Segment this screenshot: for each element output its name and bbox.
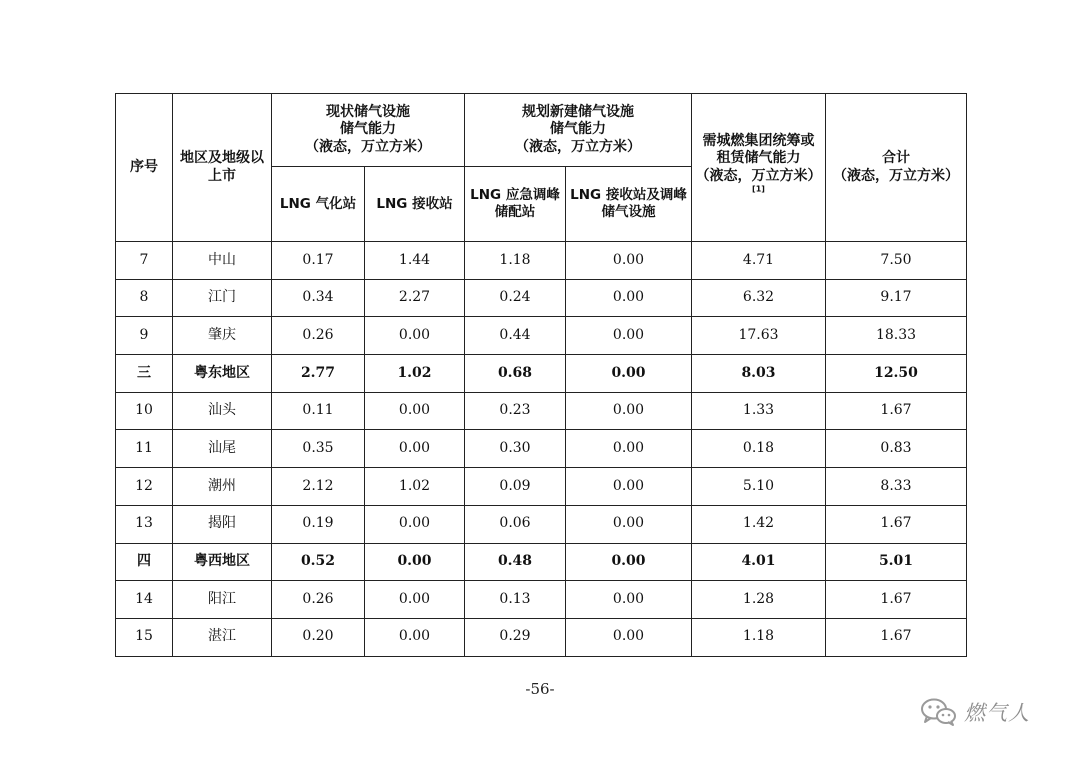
header-planned-line-3: （液态，万立方米） bbox=[515, 138, 641, 155]
lng-receiving-peak-cell: 0.00 bbox=[566, 392, 692, 430]
lng-emergency-cell: 0.06 bbox=[465, 505, 566, 543]
serial-cell: 三 bbox=[116, 355, 173, 393]
total-cell: 12.50 bbox=[826, 355, 967, 393]
lng-vaporization-cell: 2.12 bbox=[272, 468, 365, 506]
total-cell: 1.67 bbox=[826, 618, 967, 656]
header-lng-receiving-peak: LNG 接收站及调峰储气设施 bbox=[566, 167, 692, 242]
lng-vaporization-cell: 0.26 bbox=[272, 581, 365, 619]
serial-cell: 14 bbox=[116, 581, 173, 619]
lng-emergency-cell: 0.29 bbox=[465, 618, 566, 656]
lng-emergency-cell: 0.24 bbox=[465, 279, 566, 317]
serial-cell: 11 bbox=[116, 430, 173, 468]
lng-receiving-peak-cell: 0.00 bbox=[566, 355, 692, 393]
header-existing-line-1: 现状储气设施 bbox=[326, 103, 410, 120]
serial-cell: 四 bbox=[116, 543, 173, 581]
header-existing-line-2: 储气能力 bbox=[340, 121, 396, 138]
lng-receiving-peak-cell: 0.00 bbox=[566, 242, 692, 280]
lng-emergency-cell: 0.30 bbox=[465, 430, 566, 468]
lng-emergency-cell: 0.23 bbox=[465, 392, 566, 430]
gas-company-capacity-cell: 8.03 bbox=[692, 355, 826, 393]
serial-cell: 10 bbox=[116, 392, 173, 430]
header-planned-line-1: 规划新建储气设施 bbox=[522, 103, 634, 120]
table-row bbox=[116, 279, 967, 317]
header-gas-company-line-2: 租赁储气能力 bbox=[716, 150, 801, 166]
table-row bbox=[116, 317, 967, 355]
table-row bbox=[116, 505, 967, 543]
gas-company-capacity-cell: 6.32 bbox=[692, 279, 826, 317]
lng-receiving-peak-cell: 0.00 bbox=[566, 543, 692, 581]
header-gas-company-footnote: [1] bbox=[752, 184, 765, 194]
header-total-line-1: 合计 bbox=[882, 150, 910, 166]
region-name-cell: 阳江 bbox=[173, 581, 272, 619]
gas-company-capacity-cell: 0.18 bbox=[692, 430, 826, 468]
total-cell: 1.67 bbox=[826, 392, 967, 430]
lng-vaporization-cell: 0.11 bbox=[272, 392, 365, 430]
lng-vaporization-cell: 0.52 bbox=[272, 543, 365, 581]
table-row bbox=[116, 618, 967, 656]
header-serial: 序号 bbox=[116, 94, 173, 242]
serial-cell: 13 bbox=[116, 505, 173, 543]
header-region: 地区及地级以上市 bbox=[173, 94, 272, 242]
serial-cell: 7 bbox=[116, 242, 173, 280]
lng-receiving-cell: 0.00 bbox=[365, 392, 465, 430]
total-cell: 5.01 bbox=[826, 543, 967, 581]
lng-vaporization-cell: 0.34 bbox=[272, 279, 365, 317]
wechat-icon bbox=[920, 697, 958, 727]
region-name-cell: 潮州 bbox=[173, 468, 272, 506]
gas-company-capacity-cell: 4.01 bbox=[692, 543, 826, 581]
region-name-cell: 汕头 bbox=[173, 392, 272, 430]
header-existing-line-3: （液态，万立方米） bbox=[305, 138, 431, 155]
lng-emergency-cell: 0.44 bbox=[465, 317, 566, 355]
lng-emergency-cell: 0.09 bbox=[465, 468, 566, 506]
lng-emergency-cell: 0.13 bbox=[465, 581, 566, 619]
lng-vaporization-cell: 0.19 bbox=[272, 505, 365, 543]
gas-company-capacity-cell: 1.18 bbox=[692, 618, 826, 656]
table-group-row bbox=[116, 355, 967, 393]
region-name-cell: 揭阳 bbox=[173, 505, 272, 543]
region-name-cell: 粤西地区 bbox=[173, 543, 272, 581]
lng-receiving-peak-cell: 0.00 bbox=[566, 468, 692, 506]
lng-vaporization-cell: 0.35 bbox=[272, 430, 365, 468]
lng-vaporization-cell: 2.77 bbox=[272, 355, 365, 393]
gas-company-capacity-cell: 17.63 bbox=[692, 317, 826, 355]
watermark-text: 燃气人 bbox=[964, 701, 1030, 725]
table-row bbox=[116, 242, 967, 280]
total-cell: 0.83 bbox=[826, 430, 967, 468]
serial-cell: 15 bbox=[116, 618, 173, 656]
region-name-cell: 中山 bbox=[173, 242, 272, 280]
gas-company-capacity-cell: 1.28 bbox=[692, 581, 826, 619]
lng-receiving-cell: 1.02 bbox=[365, 468, 465, 506]
lng-receiving-cell: 0.00 bbox=[365, 618, 465, 656]
table-row bbox=[116, 430, 967, 468]
lng-receiving-peak-cell: 0.00 bbox=[566, 581, 692, 619]
page-number: -56- bbox=[525, 680, 555, 698]
region-name-cell: 湛江 bbox=[173, 618, 272, 656]
total-cell: 8.33 bbox=[826, 468, 967, 506]
header-gas-company-capacity bbox=[692, 94, 826, 242]
table-row bbox=[116, 581, 967, 619]
total-cell: 1.67 bbox=[826, 581, 967, 619]
serial-cell: 8 bbox=[116, 279, 173, 317]
gas-company-capacity-cell: 5.10 bbox=[692, 468, 826, 506]
total-cell: 9.17 bbox=[826, 279, 967, 317]
header-total-line-2: （液态，万立方米） bbox=[833, 167, 959, 184]
header-planned-line-2: 储气能力 bbox=[550, 121, 606, 138]
lng-vaporization-cell: 0.26 bbox=[272, 317, 365, 355]
lng-receiving-cell: 1.44 bbox=[365, 242, 465, 280]
lng-receiving-peak-cell: 0.00 bbox=[566, 279, 692, 317]
lng-emergency-cell: 0.48 bbox=[465, 543, 566, 581]
table-row bbox=[116, 468, 967, 506]
gas-company-capacity-cell: 1.42 bbox=[692, 505, 826, 543]
lng-receiving-cell: 0.00 bbox=[365, 543, 465, 581]
lng-receiving-cell: 0.00 bbox=[365, 317, 465, 355]
table-group-row bbox=[116, 543, 967, 581]
region-name-cell: 汕尾 bbox=[173, 430, 272, 468]
total-cell: 1.67 bbox=[826, 505, 967, 543]
header-lng-receiving: LNG 接收站 bbox=[365, 167, 465, 242]
lng-receiving-cell: 0.00 bbox=[365, 581, 465, 619]
lng-emergency-cell: 0.68 bbox=[465, 355, 566, 393]
storage-capacity-table bbox=[115, 93, 967, 657]
lng-vaporization-cell: 0.17 bbox=[272, 242, 365, 280]
gas-company-capacity-cell: 4.71 bbox=[692, 242, 826, 280]
header-planned-facilities bbox=[465, 94, 692, 167]
lng-receiving-cell: 2.27 bbox=[365, 279, 465, 317]
lng-receiving-peak-cell: 0.00 bbox=[566, 618, 692, 656]
region-name-cell: 江门 bbox=[173, 279, 272, 317]
lng-receiving-peak-cell: 0.00 bbox=[566, 317, 692, 355]
header-total bbox=[826, 94, 967, 242]
table-header bbox=[116, 94, 967, 242]
lng-emergency-cell: 1.18 bbox=[465, 242, 566, 280]
total-cell: 18.33 bbox=[826, 317, 967, 355]
lng-receiving-peak-cell: 0.00 bbox=[566, 505, 692, 543]
region-name-cell: 粤东地区 bbox=[173, 355, 272, 393]
watermark bbox=[920, 696, 1030, 728]
gas-company-capacity-cell: 1.33 bbox=[692, 392, 826, 430]
region-name-cell: 肇庆 bbox=[173, 317, 272, 355]
header-lng-emergency: LNG 应急调峰储配站 bbox=[465, 167, 566, 242]
lng-vaporization-cell: 0.20 bbox=[272, 618, 365, 656]
lng-receiving-cell: 0.00 bbox=[365, 430, 465, 468]
lng-receiving-cell: 0.00 bbox=[365, 505, 465, 543]
header-existing-facilities bbox=[272, 94, 465, 167]
serial-cell: 9 bbox=[116, 317, 173, 355]
table-body bbox=[116, 242, 967, 657]
total-cell: 7.50 bbox=[826, 242, 967, 280]
header-gas-company-line-3: （液态，万立方米） bbox=[695, 167, 822, 184]
header-gas-company-line-1: 需城燃集团统筹或 bbox=[702, 132, 815, 149]
lng-receiving-cell: 1.02 bbox=[365, 355, 465, 393]
serial-cell: 12 bbox=[116, 468, 173, 506]
table-row bbox=[116, 392, 967, 430]
header-lng-vaporization: LNG 气化站 bbox=[272, 167, 365, 242]
lng-receiving-peak-cell: 0.00 bbox=[566, 430, 692, 468]
